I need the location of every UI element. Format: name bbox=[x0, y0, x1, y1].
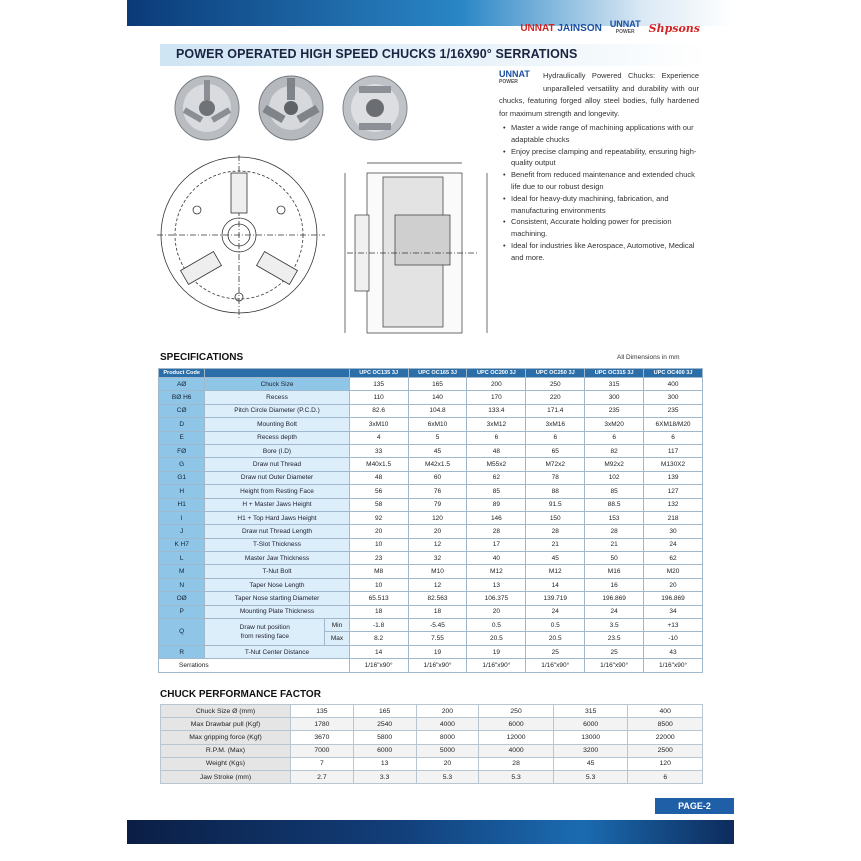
spec-value-cell: 250 bbox=[526, 378, 585, 391]
spec-header-cell: UPC OC250 3J bbox=[526, 369, 585, 378]
perf-value-cell: 3200 bbox=[553, 744, 628, 757]
title-banner bbox=[160, 44, 708, 66]
spec-value-cell: 117 bbox=[644, 444, 703, 457]
spec-value-cell: 0.5 bbox=[526, 619, 585, 632]
spec-value-cell: 25 bbox=[526, 645, 585, 658]
spec-code-cell: N bbox=[159, 578, 205, 591]
perf-row bbox=[161, 744, 703, 757]
spec-header-cell: UPC OC165 3J bbox=[408, 369, 467, 378]
perf-value-cell: 6 bbox=[628, 770, 703, 783]
spec-param-cell: T-Slot Thickness bbox=[205, 538, 349, 551]
spec-value-cell: 45 bbox=[408, 444, 467, 457]
spec-value-cell: 6 bbox=[526, 431, 585, 444]
spec-value-cell: 3xM12 bbox=[467, 418, 526, 431]
spec-code-cell: J bbox=[159, 525, 205, 538]
performance-table bbox=[160, 704, 703, 784]
spec-value-cell: M8 bbox=[349, 565, 408, 578]
feature-item: • Ideal for industries like Aerospace, Automotive, Medical and more. bbox=[505, 240, 699, 264]
spec-value-cell: 20 bbox=[644, 578, 703, 591]
spec-value-cell: M55x2 bbox=[467, 458, 526, 471]
perf-label-cell: Max Drawbar pull (Kgf) bbox=[161, 718, 291, 731]
spec-row bbox=[159, 404, 703, 417]
spec-header-cell: Product Code bbox=[159, 369, 205, 378]
spec-value-cell: 171.4 bbox=[526, 404, 585, 417]
spec-value-cell: 24 bbox=[526, 605, 585, 618]
perf-value-cell: 200 bbox=[416, 705, 479, 718]
perf-value-cell: 6000 bbox=[353, 744, 416, 757]
spec-value-cell: 62 bbox=[644, 552, 703, 565]
spec-value-cell: M130X2 bbox=[644, 458, 703, 471]
spec-param-cell: Bore (I.D) bbox=[205, 444, 349, 457]
spec-value-cell: 14 bbox=[526, 578, 585, 591]
perf-label-cell: Weight (Kgs) bbox=[161, 757, 291, 770]
spec-row bbox=[159, 498, 703, 511]
spec-value-cell: M72x2 bbox=[526, 458, 585, 471]
spec-value-cell: 65.513 bbox=[349, 592, 408, 605]
perf-value-cell: 13 bbox=[353, 757, 416, 770]
perf-value-cell: 165 bbox=[353, 705, 416, 718]
spec-value-cell: 4 bbox=[349, 431, 408, 444]
shpsons-logo: Shpsons bbox=[648, 21, 700, 35]
spec-value-cell: 19 bbox=[467, 645, 526, 658]
spec-value-cell: M12 bbox=[526, 565, 585, 578]
spec-code-cell: P bbox=[159, 605, 205, 618]
spec-row bbox=[159, 565, 703, 578]
spec-value-cell: 218 bbox=[644, 511, 703, 524]
spec-row-serrations bbox=[159, 659, 703, 672]
spec-value-cell: 5 bbox=[408, 431, 467, 444]
spec-row bbox=[159, 538, 703, 551]
spec-value-cell: 33 bbox=[349, 444, 408, 457]
perf-label-cell: Chuck Size Ø (mm) bbox=[161, 705, 291, 718]
spec-value-cell: 23 bbox=[349, 552, 408, 565]
spec-value-cell: 165 bbox=[408, 378, 467, 391]
perf-value-cell: 6000 bbox=[553, 718, 628, 731]
spec-value-cell: 20 bbox=[349, 525, 408, 538]
spec-value-cell: 7.55 bbox=[408, 632, 467, 645]
spec-code-cell: OØ bbox=[159, 592, 205, 605]
spec-value-cell: 62 bbox=[467, 471, 526, 484]
spec-value-cell: 3.5 bbox=[585, 619, 644, 632]
spec-header-cell: UPC OC200 3J bbox=[467, 369, 526, 378]
spec-value-cell: 88.5 bbox=[585, 498, 644, 511]
spec-value-cell: 48 bbox=[467, 444, 526, 457]
dimensions-note: All Dimensions in mm bbox=[617, 354, 680, 361]
spec-code-cell: AØ bbox=[159, 378, 205, 391]
specifications-heading: SPECIFICATIONS bbox=[160, 352, 244, 363]
spec-value-cell: 65 bbox=[526, 444, 585, 457]
spec-param-cell: H + Master Jaws Height bbox=[205, 498, 349, 511]
spec-value-cell: 20 bbox=[467, 605, 526, 618]
perf-value-cell: 2.7 bbox=[291, 770, 354, 783]
unnat-power-intro-logo: UNNAT POWER bbox=[499, 69, 530, 85]
spec-header-cell: UPC OC135 3J bbox=[349, 369, 408, 378]
perf-value-cell: 120 bbox=[628, 757, 703, 770]
spec-param-cell: Chuck Size bbox=[205, 378, 349, 391]
spec-code-cell: G1 bbox=[159, 471, 205, 484]
spec-row bbox=[159, 431, 703, 444]
spec-value-cell: 12 bbox=[408, 538, 467, 551]
feature-item: • Benefit from reduced maintenance and extended chuck life due to our robust design bbox=[505, 169, 699, 193]
spec-param-cell: Mounting Plate Thickness bbox=[205, 605, 349, 618]
spec-value-cell: 132 bbox=[644, 498, 703, 511]
q-param-line1: Draw nut position bbox=[239, 623, 290, 631]
technical-drawing bbox=[157, 155, 502, 350]
section-view bbox=[345, 163, 487, 333]
perf-row bbox=[161, 705, 703, 718]
spec-value-cell: M12 bbox=[467, 565, 526, 578]
spec-param-cell: Master Jaw Thickness bbox=[205, 552, 349, 565]
chuck-photo-1 bbox=[171, 72, 243, 144]
intro-text bbox=[499, 70, 699, 264]
spec-value-cell: 21 bbox=[585, 538, 644, 551]
spec-code-cell: D bbox=[159, 418, 205, 431]
spec-value-cell: 170 bbox=[467, 391, 526, 404]
spec-row bbox=[159, 592, 703, 605]
spec-value-cell: 88 bbox=[526, 485, 585, 498]
q-max-label: Max bbox=[325, 632, 349, 645]
spec-header-cell: UPC OC315 3J bbox=[585, 369, 644, 378]
spec-value-cell: 48 bbox=[349, 471, 408, 484]
spec-value-cell: 1/16"x90° bbox=[526, 659, 585, 672]
spec-value-cell: 82.6 bbox=[349, 404, 408, 417]
perf-label-cell: Max gripping force (Kgf) bbox=[161, 731, 291, 744]
perf-value-cell: 2500 bbox=[628, 744, 703, 757]
spec-value-cell: 28 bbox=[585, 525, 644, 538]
spec-value-cell: 82 bbox=[585, 444, 644, 457]
spec-row bbox=[159, 578, 703, 591]
spec-value-cell: M16 bbox=[585, 565, 644, 578]
perf-value-cell: 6000 bbox=[479, 718, 554, 731]
perf-value-cell: 3670 bbox=[291, 731, 354, 744]
spec-row bbox=[159, 645, 703, 658]
spec-value-cell: 12 bbox=[408, 578, 467, 591]
perf-value-cell: 4000 bbox=[416, 718, 479, 731]
perf-value-cell: 12000 bbox=[479, 731, 554, 744]
spec-row bbox=[159, 525, 703, 538]
spec-value-cell: 79 bbox=[408, 498, 467, 511]
spec-value-cell: 1/16"x90° bbox=[467, 659, 526, 672]
spec-code-cell: I bbox=[159, 511, 205, 524]
page-number-badge: PAGE-2 bbox=[655, 798, 734, 814]
perf-value-cell: 400 bbox=[628, 705, 703, 718]
spec-param-cell: Draw nut Thread bbox=[205, 458, 349, 471]
spec-value-cell: 32 bbox=[408, 552, 467, 565]
spec-code-cell: M bbox=[159, 565, 205, 578]
spec-value-cell: 16 bbox=[585, 578, 644, 591]
brand-logos bbox=[520, 20, 700, 36]
spec-value-cell: 200 bbox=[467, 378, 526, 391]
spec-row-q-min bbox=[159, 619, 703, 632]
spec-value-cell: 196.869 bbox=[644, 592, 703, 605]
feature-item: • Ideal for heavy-duty machining, fabrication, and manufacturing environments bbox=[505, 193, 699, 217]
perf-label-cell: R.P.M. (Max) bbox=[161, 744, 291, 757]
spec-code-cell: FØ bbox=[159, 444, 205, 457]
spec-header-cell: UPC OC400 3J bbox=[644, 369, 703, 378]
unnat-jainson-logo: UNNAT JAINSON bbox=[520, 22, 602, 34]
spec-value-cell: 34 bbox=[644, 605, 703, 618]
spec-row bbox=[159, 471, 703, 484]
spec-value-cell: M10 bbox=[408, 565, 467, 578]
spec-value-cell: 14 bbox=[349, 645, 408, 658]
perf-value-cell: 5000 bbox=[416, 744, 479, 757]
spec-value-cell: 300 bbox=[644, 391, 703, 404]
spec-code-cell: L bbox=[159, 552, 205, 565]
spec-value-cell: 58 bbox=[349, 498, 408, 511]
spec-code-cell: BØ H6 bbox=[159, 391, 205, 404]
spec-code-cell: R bbox=[159, 645, 205, 658]
feature-item: • Master a wide range of machining applications with our adaptable chucks bbox=[505, 122, 699, 146]
spec-value-cell: 3xM20 bbox=[585, 418, 644, 431]
spec-row bbox=[159, 418, 703, 431]
spec-value-cell: M92x2 bbox=[585, 458, 644, 471]
spec-value-cell: 400 bbox=[644, 378, 703, 391]
spec-param-cell: Taper Nose Length bbox=[205, 578, 349, 591]
spec-value-cell: 89 bbox=[467, 498, 526, 511]
spec-value-cell: 28 bbox=[526, 525, 585, 538]
perf-value-cell: 5.3 bbox=[479, 770, 554, 783]
spec-value-cell: 220 bbox=[526, 391, 585, 404]
spec-value-cell: 140 bbox=[408, 391, 467, 404]
perf-value-cell: 135 bbox=[291, 705, 354, 718]
catalog-page bbox=[127, 0, 734, 861]
specifications-table bbox=[158, 368, 703, 673]
performance-heading: CHUCK PERFORMANCE FACTOR bbox=[160, 689, 321, 700]
perf-row bbox=[161, 770, 703, 783]
spec-param-cell: Pitch Circle Diameter (P.C.D.) bbox=[205, 404, 349, 417]
spec-code-cell: K H7 bbox=[159, 538, 205, 551]
spec-value-cell: 10 bbox=[349, 578, 408, 591]
chuck-photo-2 bbox=[255, 72, 327, 144]
spec-row bbox=[159, 391, 703, 404]
spec-value-cell: 76 bbox=[408, 485, 467, 498]
perf-row bbox=[161, 731, 703, 744]
spec-value-cell: 3xM16 bbox=[526, 418, 585, 431]
spec-value-cell: 235 bbox=[585, 404, 644, 417]
spec-value-cell: 1/16"x90° bbox=[585, 659, 644, 672]
spec-param-cell: H1 + Top Hard Jaws Height bbox=[205, 511, 349, 524]
spec-param-cell bbox=[205, 619, 325, 646]
spec-row bbox=[159, 605, 703, 618]
page-title: POWER OPERATED HIGH SPEED CHUCKS 1/16X90° SERRATIONS bbox=[176, 47, 578, 61]
spec-code-cell: E bbox=[159, 431, 205, 444]
spec-row bbox=[159, 458, 703, 471]
spec-value-cell: 25 bbox=[585, 645, 644, 658]
spec-value-cell: 135 bbox=[349, 378, 408, 391]
spec-value-cell: 91.5 bbox=[526, 498, 585, 511]
spec-param-cell: Draw nut Outer Diameter bbox=[205, 471, 349, 484]
spec-value-cell: +13 bbox=[644, 619, 703, 632]
spec-value-cell: 8.2 bbox=[349, 632, 408, 645]
feature-item: • Enjoy precise clamping and repeatability, ensuring high-quality output bbox=[505, 146, 699, 170]
spec-value-cell: 10 bbox=[349, 538, 408, 551]
spec-value-cell: -1.8 bbox=[349, 619, 408, 632]
spec-value-cell: 106.375 bbox=[467, 592, 526, 605]
perf-value-cell: 4000 bbox=[479, 744, 554, 757]
spec-param-cell: Draw nut Thread Length bbox=[205, 525, 349, 538]
intro-paragraph: Hydraulically Powered Chucks: Experience unparalleled versatility and durability with our chucks, featuring forged alloy steel bodies, fully hardened for maximum strength and longevity. bbox=[499, 71, 699, 118]
spec-value-cell: 1/16"x90° bbox=[408, 659, 467, 672]
spec-value-cell: 17 bbox=[467, 538, 526, 551]
spec-value-cell: M40x1.5 bbox=[349, 458, 408, 471]
spec-value-cell: 28 bbox=[467, 525, 526, 538]
perf-label-cell: Jaw Stroke (mm) bbox=[161, 770, 291, 783]
feature-item: • Consistent, Accurate holding power for precision machining. bbox=[505, 216, 699, 240]
spec-code-cell: G bbox=[159, 458, 205, 471]
perf-value-cell: 22000 bbox=[628, 731, 703, 744]
spec-code-cell: H1 bbox=[159, 498, 205, 511]
spec-value-cell: 102 bbox=[585, 471, 644, 484]
spec-value-cell: 1/16"x90° bbox=[349, 659, 408, 672]
spec-value-cell: 56 bbox=[349, 485, 408, 498]
spec-value-cell: 0.5 bbox=[467, 619, 526, 632]
spec-row bbox=[159, 485, 703, 498]
spec-value-cell: 6 bbox=[644, 431, 703, 444]
spec-value-cell: 3xM10 bbox=[349, 418, 408, 431]
perf-value-cell: 2540 bbox=[353, 718, 416, 731]
serrations-label: Serrations bbox=[159, 659, 350, 672]
spec-value-cell: 82.563 bbox=[408, 592, 467, 605]
spec-value-cell: -10 bbox=[644, 632, 703, 645]
spec-value-cell: 133.4 bbox=[467, 404, 526, 417]
perf-value-cell: 13000 bbox=[553, 731, 628, 744]
spec-value-cell: 127 bbox=[644, 485, 703, 498]
spec-value-cell: 40 bbox=[467, 552, 526, 565]
perf-value-cell: 8500 bbox=[628, 718, 703, 731]
spec-param-cell: T-Nut Bolt bbox=[205, 565, 349, 578]
chuck-photo-3 bbox=[339, 72, 411, 144]
perf-value-cell: 5800 bbox=[353, 731, 416, 744]
spec-value-cell: 13 bbox=[467, 578, 526, 591]
spec-value-cell: 24 bbox=[585, 605, 644, 618]
spec-value-cell: 6 bbox=[467, 431, 526, 444]
spec-value-cell: 24 bbox=[644, 538, 703, 551]
spec-value-cell: 45 bbox=[526, 552, 585, 565]
spec-code-cell: H bbox=[159, 485, 205, 498]
perf-row bbox=[161, 718, 703, 731]
unnat-power-logo: UNNAT POWER bbox=[609, 19, 641, 35]
spec-param-cell: Recess depth bbox=[205, 431, 349, 444]
perf-value-cell: 315 bbox=[553, 705, 628, 718]
spec-value-cell: 20.5 bbox=[467, 632, 526, 645]
spec-value-cell: 85 bbox=[467, 485, 526, 498]
spec-value-cell: 23.5 bbox=[585, 632, 644, 645]
bottom-gradient-bar bbox=[127, 820, 734, 844]
perf-row bbox=[161, 757, 703, 770]
spec-value-cell: 30 bbox=[644, 525, 703, 538]
spec-value-cell: -5.45 bbox=[408, 619, 467, 632]
q-min-label: Min bbox=[325, 619, 349, 632]
spec-value-cell: 120 bbox=[408, 511, 467, 524]
feature-list bbox=[499, 122, 699, 264]
spec-param-cell: Taper Nose starting Diameter bbox=[205, 592, 349, 605]
perf-value-cell: 8000 bbox=[416, 731, 479, 744]
spec-value-cell: 315 bbox=[585, 378, 644, 391]
spec-value-cell: 196.869 bbox=[585, 592, 644, 605]
front-view bbox=[157, 155, 325, 320]
spec-value-cell: 6 bbox=[585, 431, 644, 444]
spec-value-cell: 20.5 bbox=[526, 632, 585, 645]
spec-value-cell: 104.8 bbox=[408, 404, 467, 417]
spec-value-cell: M20 bbox=[644, 565, 703, 578]
spec-value-cell: 19 bbox=[408, 645, 467, 658]
spec-value-cell: 110 bbox=[349, 391, 408, 404]
perf-value-cell: 7000 bbox=[291, 744, 354, 757]
spec-header-row bbox=[159, 369, 703, 378]
spec-value-cell: 50 bbox=[585, 552, 644, 565]
perf-value-cell: 250 bbox=[479, 705, 554, 718]
perf-value-cell: 7 bbox=[291, 757, 354, 770]
spec-row bbox=[159, 511, 703, 524]
spec-value-cell: 18 bbox=[408, 605, 467, 618]
spec-value-cell: M42x1.5 bbox=[408, 458, 467, 471]
spec-value-cell: 139.719 bbox=[526, 592, 585, 605]
spec-value-cell: 92 bbox=[349, 511, 408, 524]
perf-value-cell: 28 bbox=[479, 757, 554, 770]
spec-value-cell: 6xM10 bbox=[408, 418, 467, 431]
spec-value-cell: 6XM18/M20 bbox=[644, 418, 703, 431]
spec-param-cell: Recess bbox=[205, 391, 349, 404]
spec-param-cell: Mounting Bolt bbox=[205, 418, 349, 431]
spec-header-cell bbox=[205, 369, 349, 378]
spec-value-cell: 43 bbox=[644, 645, 703, 658]
spec-code-cell: Q bbox=[159, 619, 205, 646]
spec-value-cell: 1/16"x90° bbox=[644, 659, 703, 672]
spec-value-cell: 60 bbox=[408, 471, 467, 484]
spec-value-cell: 235 bbox=[644, 404, 703, 417]
spec-code-cell: CØ bbox=[159, 404, 205, 417]
spec-value-cell: 20 bbox=[408, 525, 467, 538]
spec-value-cell: 150 bbox=[526, 511, 585, 524]
spec-row bbox=[159, 552, 703, 565]
spec-row bbox=[159, 444, 703, 457]
spec-value-cell: 139 bbox=[644, 471, 703, 484]
perf-body bbox=[161, 705, 703, 784]
perf-value-cell: 5.3 bbox=[416, 770, 479, 783]
perf-value-cell: 3.3 bbox=[353, 770, 416, 783]
perf-value-cell: 20 bbox=[416, 757, 479, 770]
spec-row bbox=[159, 378, 703, 391]
spec-value-cell: 85 bbox=[585, 485, 644, 498]
spec-value-cell: 18 bbox=[349, 605, 408, 618]
perf-value-cell: 45 bbox=[553, 757, 628, 770]
spec-value-cell: 21 bbox=[526, 538, 585, 551]
spec-value-cell: 78 bbox=[526, 471, 585, 484]
spec-value-cell: 300 bbox=[585, 391, 644, 404]
spec-param-cell: T-Nut Center Distance bbox=[205, 645, 349, 658]
spec-body bbox=[159, 378, 703, 673]
perf-value-cell: 5.3 bbox=[553, 770, 628, 783]
spec-value-cell: 146 bbox=[467, 511, 526, 524]
spec-param-cell: Height from Resting Face bbox=[205, 485, 349, 498]
spec-value-cell: 153 bbox=[585, 511, 644, 524]
perf-value-cell: 1780 bbox=[291, 718, 354, 731]
q-param-line2: from resting face bbox=[240, 632, 289, 640]
